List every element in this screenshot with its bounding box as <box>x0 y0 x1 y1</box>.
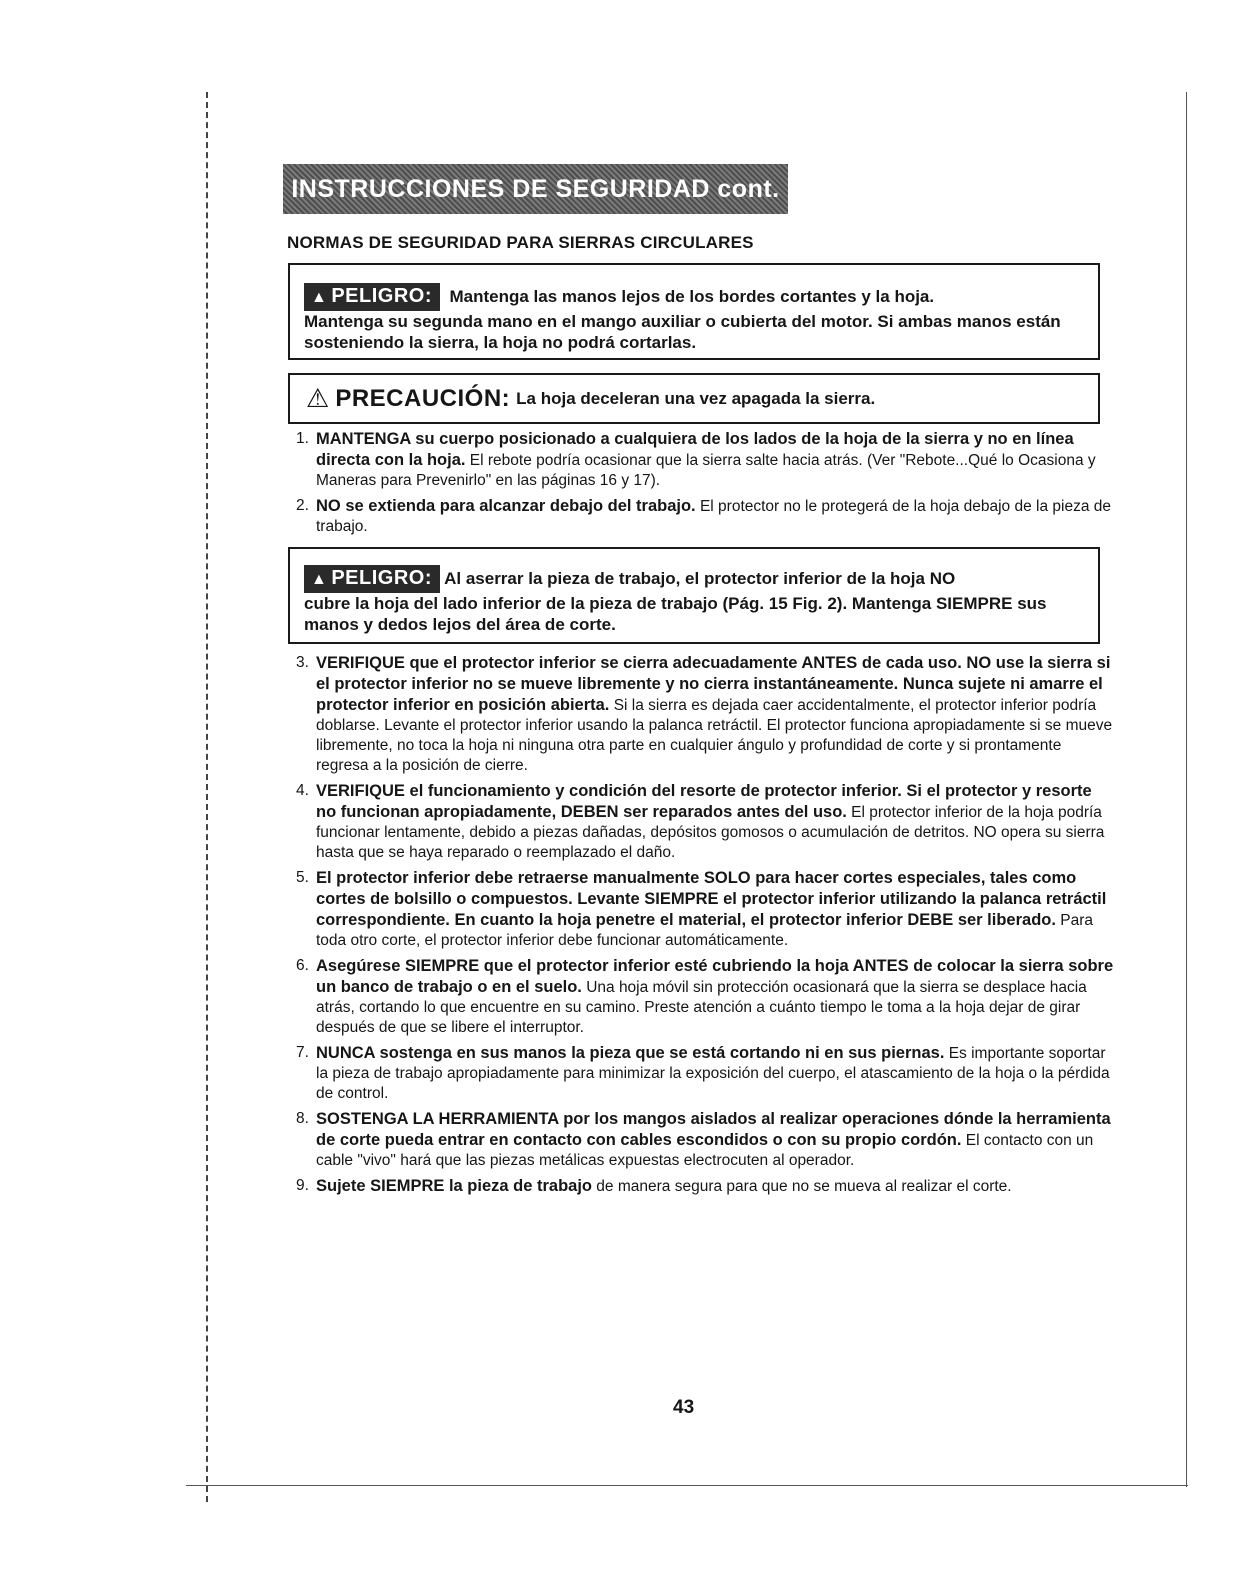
list-item: 3. VERIFIQUE que el protector inferior se cierra adecuadamente ANTES de cada uso. NO use la sierra si el protector inferior no se mueve libremente y no cierra instantáneamente. Nunca sujete ni amarre el protector inferior en posición abierta. Si la sierra es dejada caer accidentalmente, el protector inferior podría doblarse. Levante el protector inferior usando la palanca retráctil. El protector funciona apropiadamente si se mueve libremente, no toca la hoja ni ninguna otra parte en cualquier ángulo y profundidad de corte y si prontamente regresa a la posición de cierre. <box>296 654 1113 774</box>
safety-rules-list-2 <box>296 653 1116 1202</box>
list-item: 8. SOSTENGA LA HERRAMIENTA por los mangos aislados al realizar operaciones dónde la herramienta de corte pueda entrar en contacto con cables escondidos o con su propio cordón. El contacto con un cable "vivo" hará que las piezas metálicas expuestas electrocuten al operador. <box>296 1110 1111 1169</box>
list-item: 7. NUNCA sostenga en sus manos la pieza que se está cortando ni en sus piernas. Es importante soportar la pieza de trabajo apropiadamente para minimizar la exposición del cuerpo, el atascamiento de la hoja o la pérdida de control. <box>296 1044 1110 1102</box>
list-item: 5. El protector inferior debe retraerse manualmente SOLO para hacer cortes especiales, tales como cortes de bolsillo o compuestos. Levante SIEMPRE el protector inferior utilizando la palanca retráctil correspondiente. En cuanto la hoja penetre el material, el protector inferior DEBE ser liberado. Para toda otro corte, el protector inferior debe funcionar automáticamente. <box>296 869 1107 949</box>
page-bottom-border <box>186 1485 1188 1486</box>
safety-rules-list-1 <box>296 429 1116 542</box>
binding-cut-line <box>206 92 208 1502</box>
danger-first-line: Al aserrar la pieza de trabajo, el protector inferior de la hoja NO <box>444 569 956 588</box>
danger-badge: ▲ PELIGRO: <box>304 283 440 311</box>
list-item: 4. VERIFIQUE el funcionamiento y condición del resorte de protector inferior. Si el protector y resorte no funcionan apropiadamente, DEBEN ser reparados antes del uso. El protector inferior de la hoja podría funcionar lentamente, debido a piezas dañadas, depósitos gomosos o acumulación de detritos. NO opera su sierra hasta que se haya reparado o reemplazado el daño. <box>296 782 1105 861</box>
list-item: 9. Sujete SIEMPRE la pieza de trabajo de manera segura para que no se mueva al realizar el corte. <box>296 1177 1012 1195</box>
danger-text: Mantenga su segunda mano en el mango auxiliar o cubierta del motor. Si ambas manos están sosteniendo la sierra, la hoja no podrá cortarlas. <box>304 312 1061 352</box>
caution-box <box>288 373 1100 424</box>
header-title: INSTRUCCIONES DE SEGURIDAD cont. <box>291 174 780 203</box>
section-title: NORMAS DE SEGURIDAD PARA SIERRAS CIRCULARES <box>287 233 754 252</box>
page-right-border <box>1186 92 1187 1487</box>
list-item: 1. MANTENGA su cuerpo posicionado a cualquiera de los lados de la hoja de la sierra y no en línea directa con la hoja. El rebote podría ocasionar que la sierra salte hacia atrás. (Ver "Rebote...Qué lo Ocasiona y Maneras para Prevenirlo" en las páginas 16 y 17). <box>296 430 1096 489</box>
page-number: 43 <box>673 1397 695 1418</box>
danger-box-hands <box>288 263 1100 360</box>
caution-label: PRECAUCIÓN: <box>335 384 511 412</box>
caution-triangle-icon: ⚠ <box>306 383 330 413</box>
list-item: 6. Asegúrese SIEMPRE que el protector inferior esté cubriendo la hoja ANTES de colocar la sierra sobre un banco de trabajo o en el suelo. Una hoja móvil sin protección ocasionará que la sierra se desplace hacia atrás, cortando lo que encuentre en su camino. Preste atención a cuánto tiempo le toma a la hoja dejar de girar después de que se libere el interruptor. <box>296 957 1114 1036</box>
section-header-banner <box>283 164 788 214</box>
list-item: 2. NO se extienda para alcanzar debajo del trabajo. El protector no le protegerá de la hoja debajo de la pieza de trabajo. <box>296 497 1111 535</box>
danger-box-lower-guard <box>288 547 1100 644</box>
warning-triangle-icon: ▲ <box>311 571 328 588</box>
danger-badge: ▲ PELIGRO: <box>304 565 440 593</box>
warning-triangle-icon: ▲ <box>311 289 328 306</box>
caution-text: La hoja deceleran una vez apagada la sierra. <box>516 388 876 408</box>
danger-text: cubre la hoja del lado inferior de la pieza de trabajo (Pág. 15 Fig. 2). Mantenga SIEMPRE sus manos y dedos lejos del área de corte. <box>304 594 1047 634</box>
danger-first-line: Mantenga las manos lejos de los bordes cortantes y la hoja. <box>449 287 935 306</box>
